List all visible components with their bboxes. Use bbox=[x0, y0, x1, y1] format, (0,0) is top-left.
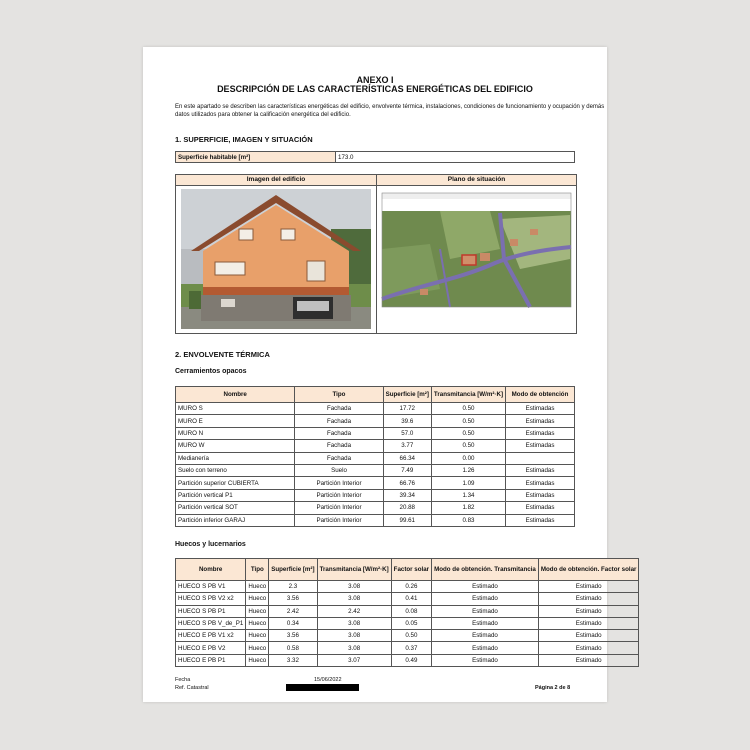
table-row bbox=[176, 502, 575, 514]
table-cell: Suelo con terreno bbox=[176, 464, 295, 476]
table-cell: 0.05 bbox=[391, 617, 431, 629]
table-row bbox=[176, 605, 639, 617]
table-cell: Estimado bbox=[432, 605, 539, 617]
table-cell: 0.50 bbox=[431, 427, 505, 439]
table-row bbox=[176, 593, 639, 605]
table-cell: 3.08 bbox=[317, 642, 391, 654]
table-cell: 3.08 bbox=[317, 630, 391, 642]
intro-paragraph: En este apartado se describen las características energéticas del edificio, envolvente térmica, instalaciones, condiciones de funcionamiento y ocupación y demás datos utilizados para obtener la calificación energética del edificio. bbox=[175, 104, 605, 118]
table-cell: 0.50 bbox=[431, 440, 505, 452]
table-cell: Partición superior CUBIERTA bbox=[176, 477, 295, 489]
table-cell: Estimadas bbox=[506, 427, 575, 439]
col-header: Modo de obtención bbox=[506, 387, 575, 403]
table-cell: 3.77 bbox=[383, 440, 431, 452]
openings-heading: Huecos y lucernarios bbox=[175, 541, 246, 548]
table-cell bbox=[506, 452, 575, 464]
table-row bbox=[176, 489, 575, 501]
surface-label: Superficie habitable [m²] bbox=[176, 152, 336, 163]
table-cell: 0.26 bbox=[391, 581, 431, 593]
table-cell: HUECO S PB V2 x2 bbox=[176, 593, 246, 605]
col-header: Transmitancia [W/m²·K] bbox=[431, 387, 505, 403]
document-page bbox=[143, 47, 637, 702]
redacted-cadastral-ref bbox=[286, 684, 359, 691]
location-map bbox=[380, 189, 573, 329]
table-cell: Estimado bbox=[432, 593, 539, 605]
table-cell: Estimadas bbox=[506, 489, 575, 501]
table-cell: Estimado bbox=[432, 617, 539, 629]
table-cell: 39.6 bbox=[383, 415, 431, 427]
footer-date-label: Fecha bbox=[175, 677, 191, 683]
table-cell: Estimado bbox=[538, 630, 639, 642]
table-row bbox=[176, 452, 575, 464]
table-cell: MURO N bbox=[176, 427, 295, 439]
location-map-header: Plano de situación bbox=[377, 175, 576, 186]
table-cell: 1.09 bbox=[431, 477, 505, 489]
surface-value: 173.0 bbox=[336, 152, 575, 163]
table-cell: 3.08 bbox=[317, 581, 391, 593]
table-cell: Estimado bbox=[432, 654, 539, 666]
table-row bbox=[176, 403, 575, 415]
table-cell: Partición vertical P1 bbox=[176, 489, 295, 501]
table-cell: Suelo bbox=[295, 464, 383, 476]
table-cell: MURO E bbox=[176, 415, 295, 427]
table-row bbox=[176, 642, 639, 654]
table-cell: Partición Interior bbox=[295, 514, 383, 526]
table-cell: Estimadas bbox=[506, 403, 575, 415]
table-row bbox=[176, 630, 639, 642]
document-title: DESCRIPCIÓN DE LAS CARACTERÍSTICAS ENERGÉTICAS DEL EDIFICIO bbox=[217, 84, 533, 94]
table-cell: 3.56 bbox=[269, 630, 317, 642]
opaque-enclosures-table bbox=[175, 386, 575, 527]
table-cell: Partición inferior GARAJ bbox=[176, 514, 295, 526]
table-cell: 3.32 bbox=[269, 654, 317, 666]
table-cell: MURO S bbox=[176, 403, 295, 415]
table-cell: MURO W bbox=[176, 440, 295, 452]
table-cell: 2.3 bbox=[269, 581, 317, 593]
table-cell: Hueco bbox=[246, 654, 269, 666]
table-cell: Estimado bbox=[432, 642, 539, 654]
table-row bbox=[176, 477, 575, 489]
table-cell: Medianería bbox=[176, 452, 295, 464]
col-header: Modo de obtención. Transmitancia bbox=[432, 559, 539, 581]
table-cell: 66.34 bbox=[383, 452, 431, 464]
table-row bbox=[176, 427, 575, 439]
table-cell: Hueco bbox=[246, 630, 269, 642]
table-cell: 0.50 bbox=[431, 415, 505, 427]
table-cell: HUECO S PB P1 bbox=[176, 605, 246, 617]
table-row bbox=[176, 415, 575, 427]
table-cell: 0.49 bbox=[391, 654, 431, 666]
table-cell: HUECO S PB V1 bbox=[176, 581, 246, 593]
table-cell: Estimado bbox=[538, 642, 639, 654]
table-cell: 1.26 bbox=[431, 464, 505, 476]
table-cell: 20.88 bbox=[383, 502, 431, 514]
table-row bbox=[176, 654, 639, 666]
footer-cadastral-label: Ref. Catastral bbox=[175, 685, 209, 691]
building-photo bbox=[181, 189, 371, 329]
col-header: Tipo bbox=[246, 559, 269, 581]
table-cell: Estimadas bbox=[506, 477, 575, 489]
table-cell: 17.72 bbox=[383, 403, 431, 415]
table-cell: 0.34 bbox=[269, 617, 317, 629]
col-header: Superficie [m²] bbox=[383, 387, 431, 403]
table-cell: 2.42 bbox=[269, 605, 317, 617]
table-cell: 0.50 bbox=[431, 403, 505, 415]
table-cell: Estimado bbox=[538, 581, 639, 593]
table-cell: 57.0 bbox=[383, 427, 431, 439]
col-header: Modo de obtención. Factor solar bbox=[538, 559, 639, 581]
table-cell: Estimadas bbox=[506, 464, 575, 476]
table-cell: 3.08 bbox=[317, 593, 391, 605]
table-cell: Hueco bbox=[246, 617, 269, 629]
table-cell: Estimadas bbox=[506, 415, 575, 427]
section-1-heading: 1. SUPERFICIE, IMAGEN Y SITUACIÓN bbox=[175, 135, 313, 144]
table-cell: Hueco bbox=[246, 642, 269, 654]
table-cell: 39.34 bbox=[383, 489, 431, 501]
table-cell: HUECO E PB P1 bbox=[176, 654, 246, 666]
surface-table bbox=[175, 151, 575, 163]
col-header: Tipo bbox=[295, 387, 383, 403]
table-cell: Partición Interior bbox=[295, 489, 383, 501]
table-cell: 0.83 bbox=[431, 514, 505, 526]
table-cell: Estimado bbox=[538, 617, 639, 629]
table-cell: 3.07 bbox=[317, 654, 391, 666]
col-header: Transmitancia [W/m²·K] bbox=[317, 559, 391, 581]
table-cell: 0.50 bbox=[391, 630, 431, 642]
opaque-enclosures-heading: Cerramientos opacos bbox=[175, 368, 247, 375]
building-image-header: Imagen del edificio bbox=[176, 175, 376, 186]
table-cell: 0.41 bbox=[391, 593, 431, 605]
page-number: Página 2 de 8 bbox=[535, 685, 571, 691]
table-cell: Hueco bbox=[246, 593, 269, 605]
table-cell: Partición Interior bbox=[295, 502, 383, 514]
table-cell: 0.00 bbox=[431, 452, 505, 464]
table-cell: Estimadas bbox=[506, 514, 575, 526]
table-cell: 7.49 bbox=[383, 464, 431, 476]
table-cell: Partición vertical SOT bbox=[176, 502, 295, 514]
col-header: Superficie [m²] bbox=[269, 559, 317, 581]
table-cell: Fachada bbox=[295, 403, 383, 415]
table-cell: Fachada bbox=[295, 452, 383, 464]
table-row bbox=[176, 617, 639, 629]
table-cell: HUECO E PB V2 bbox=[176, 642, 246, 654]
section-2-heading: 2. ENVOLVENTE TÉRMICA bbox=[175, 350, 270, 359]
table-cell: Estimadas bbox=[506, 502, 575, 514]
table-cell: Estimado bbox=[538, 654, 639, 666]
table-cell: HUECO E PB V1 x2 bbox=[176, 630, 246, 642]
footer-date-value: 15/06/2022 bbox=[314, 677, 342, 683]
table-cell: 3.56 bbox=[269, 593, 317, 605]
table-row bbox=[176, 464, 575, 476]
table-cell: Estimado bbox=[538, 593, 639, 605]
table-cell: 0.58 bbox=[269, 642, 317, 654]
table-cell: Estimado bbox=[538, 605, 639, 617]
table-cell: 0.08 bbox=[391, 605, 431, 617]
table-cell: Partición Interior bbox=[295, 477, 383, 489]
table-cell: 99.61 bbox=[383, 514, 431, 526]
table-cell: Fachada bbox=[295, 440, 383, 452]
table-cell: Hueco bbox=[246, 581, 269, 593]
openings-table bbox=[175, 558, 639, 667]
col-header: Factor solar bbox=[391, 559, 431, 581]
table-cell: Hueco bbox=[246, 605, 269, 617]
table-row bbox=[176, 514, 575, 526]
table-cell: Fachada bbox=[295, 427, 383, 439]
col-header: Nombre bbox=[176, 387, 295, 403]
col-header: Nombre bbox=[176, 559, 246, 581]
image-and-map-box bbox=[175, 174, 577, 334]
table-cell: HUECO S PB V_de_P1 bbox=[176, 617, 246, 629]
annex-title: ANEXO I bbox=[356, 75, 394, 85]
table-cell: 66.76 bbox=[383, 477, 431, 489]
table-cell: 1.82 bbox=[431, 502, 505, 514]
table-cell: Estimadas bbox=[506, 440, 575, 452]
table-cell: 2.42 bbox=[317, 605, 391, 617]
table-cell: Fachada bbox=[295, 415, 383, 427]
table-cell: 1.34 bbox=[431, 489, 505, 501]
table-cell: Estimado bbox=[432, 630, 539, 642]
table-row bbox=[176, 581, 639, 593]
table-cell: 0.37 bbox=[391, 642, 431, 654]
table-cell: Estimado bbox=[432, 581, 539, 593]
table-cell: 3.08 bbox=[317, 617, 391, 629]
table-row bbox=[176, 440, 575, 452]
